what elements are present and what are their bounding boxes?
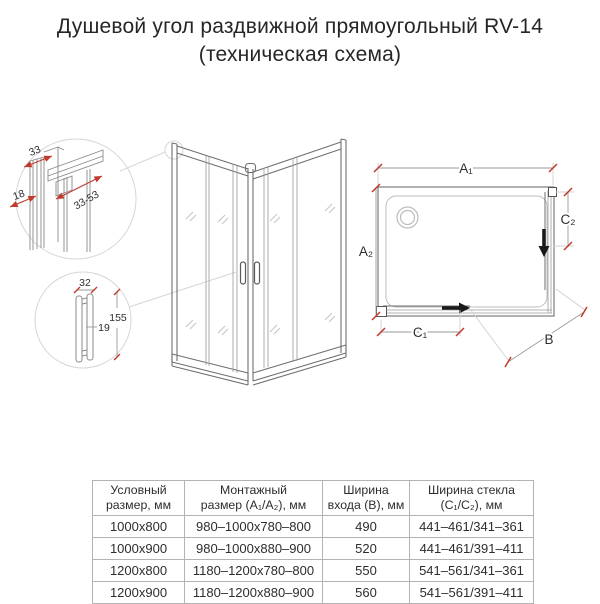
col-header-entry-width: Ширина входа (B), мм	[323, 481, 410, 516]
cell-mounting: 1180–1200х780–800	[185, 560, 323, 582]
cell-glass: 541–561/341–361	[410, 560, 534, 582]
plan-view	[359, 161, 587, 367]
table-row	[93, 516, 534, 538]
door-handles	[241, 262, 260, 284]
dim-a1	[374, 161, 557, 185]
svg-text:C₂: C₂	[560, 212, 576, 227]
cell-mounting: 980–1000х880–900	[185, 538, 323, 560]
cell-entry: 560	[323, 582, 410, 604]
cell-nominal: 1200х900	[93, 582, 185, 604]
svg-text:A₂: A₂	[358, 244, 374, 259]
cell-glass: 441–461/391–411	[410, 538, 534, 560]
size-table	[92, 480, 534, 604]
cell-glass: 441–461/341–361	[410, 516, 534, 538]
table-row	[93, 582, 534, 604]
svg-text:B: B	[544, 332, 554, 347]
glass-marks	[186, 204, 335, 335]
col-header-nominal-size: Условный размер, мм	[93, 481, 185, 516]
cell-mounting: 1180–1200х880–900	[185, 582, 323, 604]
cell-mounting: 980–1000х780–800	[185, 516, 323, 538]
cell-entry: 550	[323, 560, 410, 582]
dim-b	[470, 289, 587, 367]
cell-nominal: 1200х800	[93, 560, 185, 582]
table-header-row	[93, 481, 534, 516]
profile-width-dim: 33	[27, 143, 43, 159]
handle-height-dim: 155	[109, 312, 127, 324]
profile-detail-callout	[10, 139, 183, 259]
drain-icon	[397, 207, 418, 228]
dim-a2	[359, 184, 380, 320]
shower-tray	[386, 196, 547, 307]
col-header-glass-width: Ширина стекла (C₁/C₂), мм	[410, 481, 534, 516]
profile-depth-dim: 18	[11, 187, 27, 203]
handle-width-dim: 32	[79, 277, 91, 289]
page-title-line1: Душевой угол раздвижной прямоугольный RV-14	[56, 15, 544, 38]
cell-nominal: 1000х900	[93, 538, 185, 560]
cell-nominal: 1000х800	[93, 516, 185, 538]
table-row	[93, 538, 534, 560]
cell-glass: 541–561/391–411	[410, 582, 534, 604]
svg-text:C₁: C₁	[412, 325, 428, 340]
technical-drawing	[0, 90, 600, 470]
page-title-line2: (техническая схема)	[198, 42, 402, 66]
table-row	[93, 560, 534, 582]
slide-direction-right-arrow	[442, 303, 470, 314]
dim-c2	[553, 188, 576, 250]
cell-entry: 490	[323, 516, 410, 538]
handle-thickness-dim: 19	[98, 322, 110, 334]
isometric-view	[172, 139, 346, 385]
svg-text:A₁: A₁	[459, 161, 473, 176]
cell-entry: 520	[323, 538, 410, 560]
col-header-mounting-size: Монтажный размер (A₁/A₂), мм	[185, 481, 323, 516]
dim-c1	[377, 310, 464, 340]
page-title	[0, 13, 600, 68]
profile-range-dim: 33-53	[71, 188, 102, 213]
